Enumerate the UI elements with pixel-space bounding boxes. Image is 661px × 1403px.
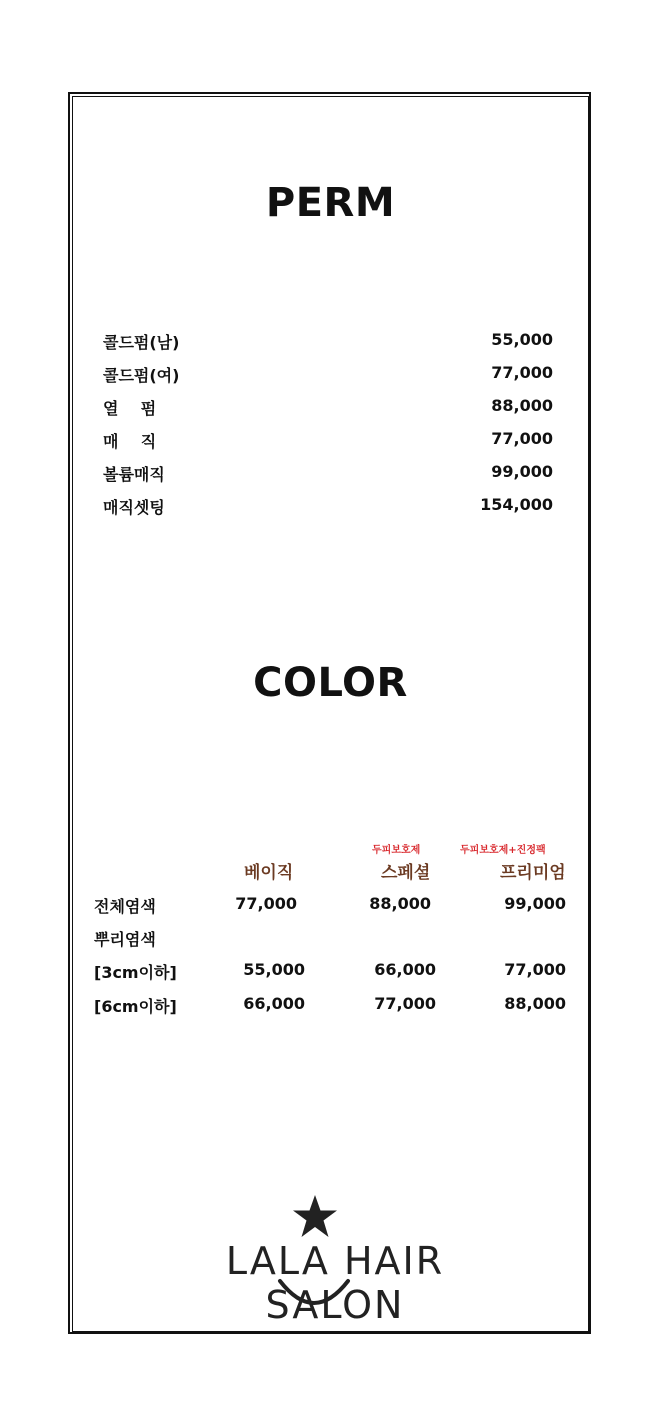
perm-item bbox=[103, 396, 553, 420]
column-header-premium: 프리미엄 bbox=[500, 863, 566, 883]
column-header-special: 스페셜 bbox=[381, 863, 431, 883]
perm-item-name: 매 직 bbox=[103, 432, 157, 451]
column-sub-label: 두피보호제+진정팩 bbox=[460, 845, 546, 856]
logo-text: LALA HAIR SALON bbox=[225, 1239, 445, 1327]
color-price: 55,000 bbox=[243, 960, 305, 979]
color-price: 77,000 bbox=[235, 894, 297, 913]
color-row-label: [6cm이하] bbox=[94, 997, 177, 1016]
perm-item-name: 볼륨매직 bbox=[103, 465, 165, 484]
column-header-basic: 베이직 bbox=[244, 863, 294, 883]
perm-item bbox=[103, 429, 553, 453]
perm-item bbox=[103, 330, 553, 354]
perm-item bbox=[103, 462, 553, 486]
perm-item-price: 99,000 bbox=[491, 462, 553, 481]
perm-item-price: 88,000 bbox=[491, 396, 553, 415]
color-title: COLOR bbox=[253, 660, 408, 706]
perm-item-price: 77,000 bbox=[491, 429, 553, 448]
column-sub-label: 두피보호제 bbox=[372, 845, 421, 856]
color-row-label: [3cm이하] bbox=[94, 963, 177, 982]
perm-item-name: 매직셋팅 bbox=[103, 498, 165, 517]
color-price: 88,000 bbox=[504, 994, 566, 1013]
color-price: 66,000 bbox=[243, 994, 305, 1013]
perm-item-price: 77,000 bbox=[491, 363, 553, 382]
smile-arc-icon bbox=[274, 1277, 354, 1307]
perm-item-price: 55,000 bbox=[491, 330, 553, 349]
color-row-label: 전체염색 bbox=[94, 897, 156, 916]
color-price: 77,000 bbox=[374, 994, 436, 1013]
perm-item-name: 콜드펌(남) bbox=[103, 333, 180, 352]
color-price: 99,000 bbox=[504, 894, 566, 913]
perm-item bbox=[103, 495, 553, 519]
color-price: 88,000 bbox=[369, 894, 431, 913]
perm-item bbox=[103, 363, 553, 387]
color-row-label: 뿌리염색 bbox=[94, 930, 156, 949]
salon-logo bbox=[150, 1193, 520, 1327]
perm-item-price: 154,000 bbox=[480, 495, 553, 514]
color-price: 66,000 bbox=[374, 960, 436, 979]
perm-title: PERM bbox=[265, 180, 396, 226]
color-price: 77,000 bbox=[504, 960, 566, 979]
perm-item-name: 콜드펌(여) bbox=[103, 366, 180, 385]
perm-item-name: 열 펌 bbox=[103, 399, 157, 418]
menu-frame-inner bbox=[72, 96, 589, 1332]
star-icon bbox=[291, 1193, 339, 1239]
